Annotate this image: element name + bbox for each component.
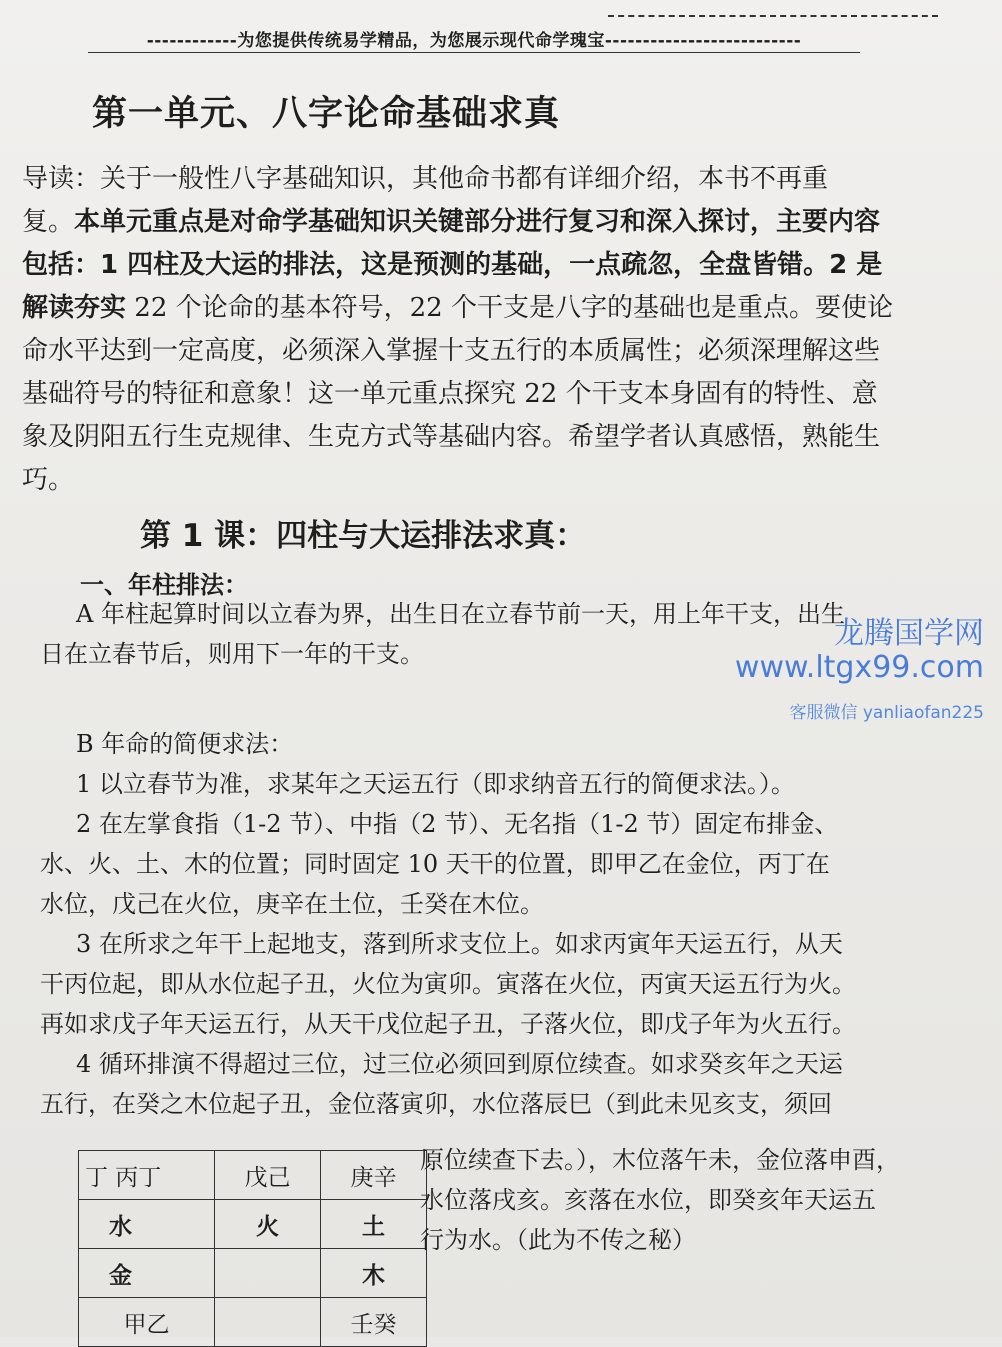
body-paragraph-b: [40, 724, 970, 1124]
table-cell: 金: [79, 1249, 215, 1298]
intro-line: 象及阴阳五行生克规律、生克方式等基础内容。希望学者认真感悟，熟能生: [22, 422, 881, 452]
body-line: B 年命的简便求法：: [76, 730, 294, 758]
table-cell: 甲乙: [79, 1298, 215, 1347]
table-cell: 丁 丙丁: [79, 1151, 215, 1200]
header-divider-top: [608, 15, 938, 17]
table-cell: 土: [321, 1200, 427, 1249]
watermark-contact: 客服微信 yanliaofan225: [789, 703, 984, 723]
table-cell: [215, 1298, 321, 1347]
body-line: 干丙位起，即从水位起子丑，火位为寅卯。寅落在火位，丙寅天运五行为火。: [40, 970, 856, 998]
section-heading: 一、年柱排法：: [80, 571, 248, 599]
intro-line: 复。本单元重点是对命学基础知识关键部分进行复习和深入探讨，主要内容: [22, 207, 881, 237]
body-line: 日在立春节后，则用下一年的干支。: [40, 640, 424, 668]
body-line: 原位续查下去。），木位落午未，金位落申酉，: [420, 1146, 900, 1174]
body-line: 再如求戊子年天运五行，从天干戊位起子丑，子落火位，即戊子年为火五行。: [40, 1010, 856, 1038]
watermark-url: www.ltgx99.com: [734, 650, 984, 685]
intro-line: 包括：1 四柱及大运的排法，这是预测的基础，一点疏忽，全盘皆错。2 是: [22, 250, 883, 280]
body-paragraph-right: [420, 1140, 900, 1260]
unit-title: 第一单元、八字论命基础求真: [92, 94, 561, 134]
intro-line: 基础符号的特征和意象！这一单元重点探究 22 个干支本身固有的特性、意: [22, 379, 878, 409]
table-cell: 火: [215, 1200, 321, 1249]
table-cell: 戊己: [215, 1151, 321, 1200]
intro-line: 命水平达到一定高度，必须深入掌握十支五行的本质属性；必须深理解这些: [22, 336, 881, 366]
table-row: [79, 1200, 427, 1249]
table-cell: 水: [79, 1200, 215, 1249]
intro-line: 巧。: [22, 465, 75, 495]
body-line: 水位落戌亥。亥落在水位，即癸亥年天运五: [420, 1186, 876, 1214]
table-row: [79, 1151, 427, 1200]
body-line: A 年柱起算时间以立春为界，出生日在立春节前一天，用上年干支，出生: [76, 600, 845, 628]
body-line: 行为水。（此为不传之秘）: [420, 1226, 696, 1254]
table-cell: [215, 1249, 321, 1298]
watermark-site-name: 龙腾国学网: [834, 616, 984, 651]
body-line: 五行，在癸之木位起子丑，金位落寅卯，水位落辰巳（到此未见亥支，须回: [40, 1090, 832, 1118]
wuxing-palm-table: [78, 1150, 427, 1347]
table-cell: 壬癸: [321, 1298, 427, 1347]
body-line: 水、火、土、木的位置；同时固定 10 天干的位置，即甲乙在金位，丙丁在: [40, 850, 830, 878]
body-line: 1 以立春节为准，求某年之天运五行（即求纳音五行的简便求法。）。: [76, 770, 795, 798]
header-banner: [88, 12, 860, 51]
body-line: 2 在左掌食指（1-2 节）、中指（2 节）、无名指（1-2 节）固定布排金、: [76, 810, 839, 838]
header-slogan: ------------为您提供传统易学精品，为您展示现代命学瑰宝--------------------------: [146, 31, 802, 51]
table-cell: 庚辛: [321, 1151, 427, 1200]
table-row: [79, 1298, 427, 1347]
body-line: 4 循环排演不得超过三位，过三位必须回到原位续查。如求癸亥年之天运: [76, 1050, 843, 1078]
intro-line: 导读：关于一般性八字基础知识，其他命书都有详细介绍，本书不再重: [22, 164, 829, 194]
table-row: [79, 1249, 427, 1298]
intro-line: 解读夯实 22 个论命的基本符号，22 个干支是八字的基础也是重点。要使论: [22, 293, 893, 323]
body-line: 水位，戊己在火位，庚辛在土位，壬癸在木位。: [40, 890, 544, 918]
header-divider-bottom: [88, 52, 860, 53]
table-cell: 木: [321, 1249, 427, 1298]
intro-paragraph: [22, 158, 962, 502]
body-line: 3 在所求之年干上起地支，落到所求支位上。如求丙寅年天运五行，从天: [76, 930, 843, 958]
lesson-title: 第 1 课：四柱与大运排法求真：: [140, 518, 587, 554]
